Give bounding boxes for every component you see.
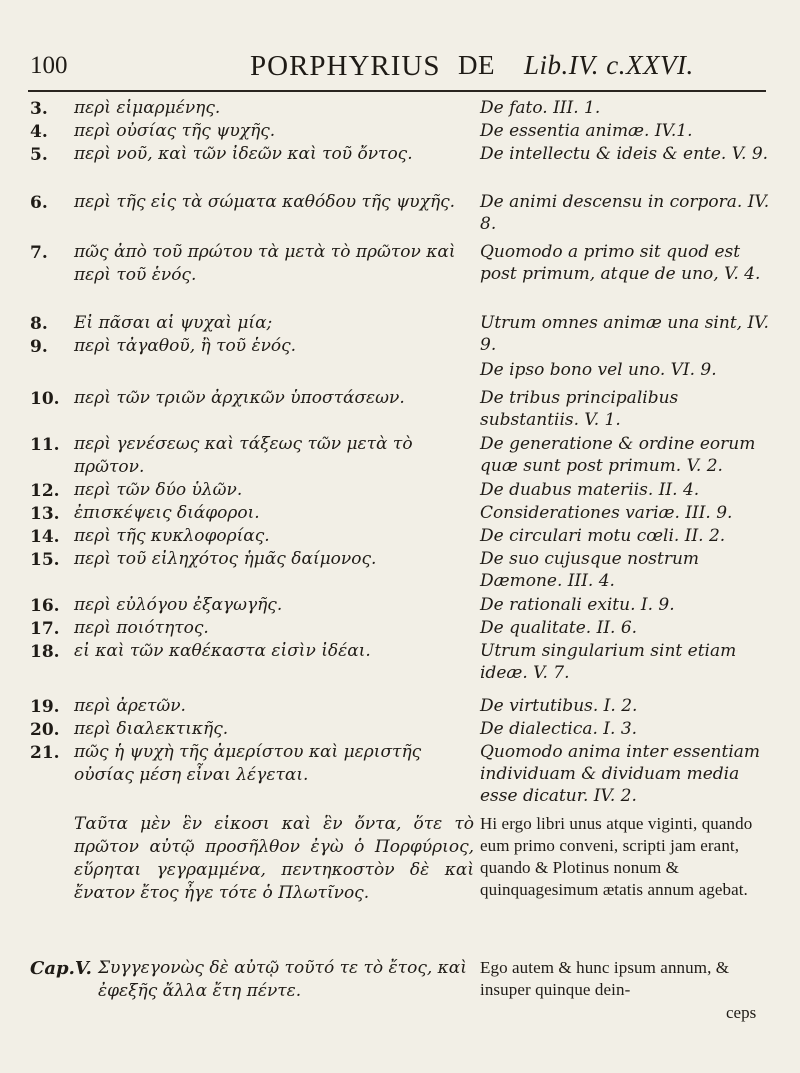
- latin-title: De ipso bono vel uno. VI. 9.: [480, 360, 717, 380]
- closing-greek-paragraph: Ταῦτα μὲν ἓν εἰκοσι καὶ ἓν ὄντα, ὅτε τὸ πρῶτον αὐτῷ προσῆλθον ἐγὼ ὁ Πορφύριος, εὕρηται γεγραμμένα, πεντηκοστὸν δὲ καὶ ἔνατον ἔτος ἦγε τότε ὁ Πλωτῖνος.: [74, 814, 474, 903]
- entry-number: 4.: [30, 122, 48, 142]
- entry-number: 8.: [30, 314, 48, 334]
- latin-title: Quomodo a primo sit quod est post primum, atque de uno, V. 4.: [480, 242, 761, 284]
- greek-title: περὶ τῶν δύο ὑλῶν.: [74, 480, 243, 500]
- latin-title: De tribus principalibus substantiis. V. 1.: [480, 388, 679, 430]
- entry-number: 5.: [30, 145, 48, 165]
- entry-number: 7.: [30, 243, 48, 263]
- greek-title: περὶ τἀγαθοῦ, ἢ τοῦ ἑνός.: [74, 336, 297, 356]
- entry-number: 21.: [30, 743, 60, 763]
- greek-title: περὶ τῶν τριῶν ἀρχικῶν ὑποστάσεων.: [74, 388, 405, 408]
- latin-title: Utrum omnes animæ una sint, IV. 9.: [480, 313, 769, 355]
- page-number: 100: [30, 52, 68, 79]
- latin-title: Quomodo anima inter essentiam individuam & dividuam media esse dicatur. IV. 2.: [480, 742, 761, 806]
- header-rule: [28, 90, 766, 92]
- greek-title: περὶ τῆς εἰς τὰ σώματα καθόδου τῆς ψυχῆς.: [74, 192, 456, 212]
- entry-number: 6.: [30, 193, 48, 213]
- entry-number: 15.: [30, 550, 60, 570]
- page-header: [28, 46, 766, 86]
- greek-title: Εἰ πᾶσαι αἱ ψυχαὶ μία;: [74, 313, 273, 333]
- greek-title: πῶς ἀπὸ τοῦ πρώτου τὰ μετὰ τὸ πρῶτον καὶ περὶ τοῦ ἑνός.: [74, 242, 456, 285]
- latin-title: De duabus materiis. II. 4.: [480, 480, 700, 500]
- latin-title: De essentia animæ. IV.1.: [480, 121, 693, 141]
- latin-title: De fato. III. 1.: [480, 98, 601, 118]
- greek-title: περὶ εἱμαρμένης.: [74, 98, 221, 118]
- latin-title: De rationali exitu. I. 9.: [480, 595, 675, 615]
- greek-title: περὶ ἀρετῶν.: [74, 696, 186, 716]
- entry-number: 12.: [30, 481, 60, 501]
- greek-title: περὶ διαλεκτικῆς.: [74, 719, 229, 739]
- greek-title: περὶ ποιότητος.: [74, 618, 209, 638]
- running-right-word: DE: [458, 50, 495, 80]
- entry-number: 18.: [30, 642, 60, 662]
- greek-title: περὶ τῆς κυκλοφορίας.: [74, 526, 270, 546]
- chapter-label: Cap.V.: [30, 958, 92, 979]
- chapter-latin: Ego autem & hunc ipsum annum, & insuper quinque dein-: [480, 958, 730, 999]
- latin-title: De qualitate. II. 6.: [480, 618, 638, 638]
- latin-title: De suo cujusque nostrum Dæmone. III. 4.: [480, 549, 700, 591]
- latin-title: De dialectica. I. 3.: [480, 719, 638, 739]
- running-title: PORPHYRIUS: [250, 50, 441, 82]
- greek-title: περὶ τοῦ εἰληχότος ἡμᾶς δαίμονος.: [74, 549, 377, 569]
- latin-title: De circulari motu cœli. II. 2.: [480, 526, 726, 546]
- entry-number: 13.: [30, 504, 60, 524]
- latin-title: De intellectu & ideis & ente. V. 9.: [480, 144, 769, 164]
- greek-title: ἐπισκέψεις διάφοροι.: [74, 503, 260, 523]
- entry-number: 11.: [30, 435, 60, 455]
- entry-number: 9.: [30, 337, 48, 357]
- greek-title: περὶ οὐσίας τῆς ψυχῆς.: [74, 121, 276, 141]
- latin-title: De animi descensu in corpora. IV. 8.: [480, 192, 770, 234]
- running-right: [458, 50, 694, 81]
- entry-number: 16.: [30, 596, 60, 616]
- entry-number: 10.: [30, 389, 60, 409]
- greek-title: περὶ νοῦ, καὶ τῶν ἰδεῶν καὶ τοῦ ὄντος.: [74, 144, 413, 164]
- greek-title: περὶ γενέσεως καὶ τάξεως τῶν μετὰ τὸ πρῶτον.: [74, 434, 413, 477]
- closing-latin-paragraph: Hi ergo libri unus atque viginti, quando eum primo conveni, scripti jam erant, quando & Plotinus nonum & quinquagesimum ætatis annum agebat.: [480, 814, 753, 899]
- latin-title: Considerationes variæ. III. 9.: [480, 503, 733, 523]
- latin-title: Utrum singularium sint etiam ideæ. V. 7.: [480, 641, 737, 683]
- book-reference: Lib.IV. c.XXVI.: [524, 50, 694, 80]
- latin-title: De generatione & ordine eorum quæ sunt post primum. V. 2.: [480, 434, 756, 476]
- greek-title: εἰ καὶ τῶν καθέκαστα εἰσὶν ἰδέαι.: [74, 641, 371, 661]
- entry-number: 20.: [30, 720, 60, 740]
- entry-number: 17.: [30, 619, 60, 639]
- entry-number: 19.: [30, 697, 60, 717]
- greek-title: περὶ εὐλόγου ἐξαγωγῆς.: [74, 595, 283, 615]
- entry-number: 14.: [30, 527, 60, 547]
- entry-number: 3.: [30, 99, 48, 119]
- catchword: ceps: [726, 1003, 757, 1022]
- greek-title: πῶς ἡ ψυχὴ τῆς ἀμερίστου καὶ μεριστῆς οὐσίας μέση εἶναι λέγεται.: [74, 742, 422, 785]
- latin-title: De virtutibus. I. 2.: [480, 696, 638, 716]
- chapter-greek: Συγγεγονὼς δὲ αὐτῷ τοῦτό τε τὸ ἔτος, καὶ ἐφεξῆς ἄλλα ἔτη πέντε.: [98, 958, 467, 1001]
